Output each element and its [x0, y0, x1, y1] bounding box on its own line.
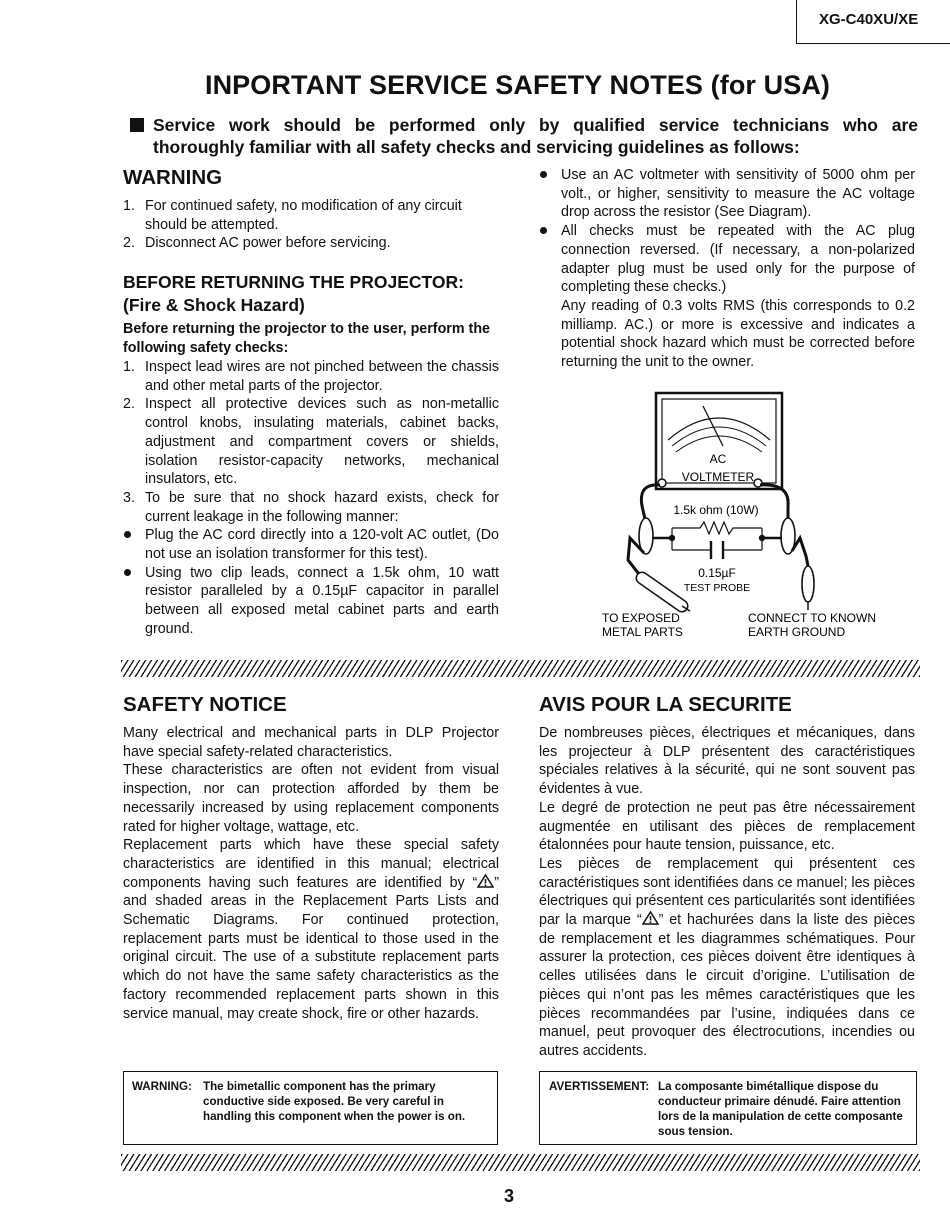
check-bullet: Using two clip leads, connect a 1.5k ohm, 10 watt resistor paralleled by a 0.15µF capacitor in parallel between all exposed metal cabinet parts and earth ground.	[123, 564, 499, 639]
warning-box-label: WARNING:	[132, 1080, 192, 1093]
bimetallic-avertissement-box	[539, 1071, 917, 1145]
capacitor-label: 0.15µF	[698, 566, 736, 580]
before-heading-line-1: BEFORE RETURNING THE PROJECTOR:	[123, 272, 464, 292]
avis-paragraph: Les pièces de remplacement qui présentent ces caractéristiques sont identifiées dans ce manuel; les pièces électriques qui présentent ces particularités sont identifiées par la marque “ ” et hachurées dans la liste des pièces de remplacement et les diagrammes schématiques. Pour assurer la protection, ces pièces doivent être identiques à celles utilisées dans le circuit d’origine. L’utilisation de pièces qui n’ont pas les mêmes caractéristiques que les pièces recommandées par l’usine, indiquées dans ce manuel, peut provoquer des électrocutions, incendies ou autres accidents.	[539, 855, 915, 1059]
check-item: 3. To be sure that no shock hazard exists, check for current leakage in the following manner:	[123, 489, 499, 525]
exposed-metal-label: METAL PARTS	[602, 625, 683, 639]
before-returning-heading	[123, 271, 503, 317]
check-item: 2. Inspect all protective devices such as non-metallic control knobs, insulating materials, cabinet backs, adjustment and compartment covers or shields, isolation resistor-capacity networks, mechanical insulators, etc.	[123, 396, 499, 488]
before-heading-line-2: (Fire & Shock Hazard)	[123, 295, 305, 315]
avert-box-label: AVERTISSEMENT:	[549, 1080, 650, 1093]
model-number-box	[796, 0, 950, 44]
check-item: 1. Inspect lead wires are not pinched between the chassis and other metal parts of the projector.	[123, 359, 499, 394]
check-bullet: All checks must be repeated with the AC plug connection reversed. (If necessary, a non-polarized adapter plug must be used only for the purpose of completing these checks.)	[539, 222, 915, 297]
test-lead-wire	[641, 485, 660, 523]
warning-heading: WARNING	[123, 166, 223, 189]
meter-label-voltmeter: VOLTMETER	[681, 470, 755, 484]
bullet-dot-icon	[540, 227, 547, 234]
avis-paragraph: De nombreuses pièces, électriques et mécaniques, dans les projecteur à DLP présentent des caractéristiques spéciales relatives à la sécurité, qui ne sont souvent pas évidentes à vue.	[539, 725, 915, 798]
avis-paragraph: Le degré de protection ne peut pas être nécessairement augmentée en utilisant des pièces de remplacement étalonnées pour haute tension, puissance, etc.	[539, 799, 915, 854]
check-bullet: Plug the AC cord directly into a 120-volt AC outlet, (Do not use an isolation transformer for this test).	[123, 526, 499, 563]
probe-label: TEST PROBE	[683, 582, 751, 594]
earth-ground-label: EARTH GROUND	[748, 625, 846, 639]
safety-notice-heading: SAFETY NOTICE	[123, 693, 287, 716]
check-bullet: Use an AC voltmeter with sensitivity of 5000 ohm per volt., or higher, sensitivity to measure the AC voltage drop across the resistor (See Diagram).	[539, 166, 915, 222]
safety-paragraph: Many electrical and mechanical parts in DLP Projector have special safety-related characteristics.	[123, 725, 499, 760]
ground-clip-icon	[802, 566, 814, 602]
leakage-test-diagram	[590, 388, 920, 650]
right-checks-list	[539, 166, 915, 372]
hatched-divider	[121, 660, 920, 677]
test-probe-icon	[642, 578, 682, 606]
hatched-divider	[121, 1154, 920, 1171]
meter-label-ac: AC	[709, 452, 727, 466]
avis-text	[539, 724, 915, 1061]
intro-line-2: thoroughly familiar with all safety checks and servicing guidelines as follows:	[153, 137, 800, 157]
safety-notice-text	[123, 724, 499, 1023]
resistor-label: 1.5k ohm (10W)	[673, 503, 759, 517]
bullet-dot-icon	[124, 531, 131, 538]
earth-ground-label: CONNECT TO KNOWN	[748, 611, 877, 625]
before-checks-list	[123, 358, 499, 639]
avis-heading: AVIS POUR LA SECURITE	[539, 693, 792, 716]
bullet-dot-icon	[540, 171, 547, 178]
avert-box-text: La composante bimétallique dispose du conducteur primaire dénudé. Faire attention lors de la manipulation de cette composante sous tension.	[658, 1080, 903, 1138]
page-number: 3	[503, 1186, 514, 1206]
warning-box-text: The bimetallic component has the primary conductive side exposed. Be very careful in handling this component when the power is on.	[203, 1080, 466, 1123]
safety-paragraph: These characteristics are often not evident from visual inspection, nor can protection afforded by them be necessarily increased by using replacement components rated for higher voltage, wattage, etc.	[123, 762, 499, 835]
bullet-dot-icon	[124, 569, 131, 576]
square-bullet-icon	[130, 118, 144, 132]
resistor-symbol	[672, 522, 762, 534]
warning-list	[123, 197, 499, 253]
warning-item: 1. For continued safety, no modification of any circuit should be attempted.	[123, 198, 462, 233]
bimetallic-warning-box	[123, 1071, 498, 1145]
warning-triangle-icon	[477, 874, 494, 888]
shock-hazard-paragraph: Any reading of 0.3 volts RMS (this corresponds to 0.2 milliamp. AC.) or more is excessive and indicates a potential shock hazard which must be corrected before returning the unit to the owner.	[561, 297, 915, 371]
exposed-metal-label: TO EXPOSED	[602, 611, 680, 625]
warning-item: 2. Disconnect AC power before servicing.	[123, 235, 391, 252]
before-intro: Before returning the projector to the user, perform the following safety checks:	[123, 321, 490, 356]
safety-paragraph: Replacement parts which have these special safety characteristics are identified in this manual; electrical components having such features are identified by “ ” and shaded areas in the Replacement Parts Lists and Schematic Diagrams. For continued protection, replacement parts must be identical to those used in the original circuit. The use of a substitute replacement parts which do not have the same safety characteristics as the factory recommended replacement parts shown in this service manual, may create shock, fire or other hazards.	[123, 837, 499, 1022]
intro-line-1: Service work should be performed only by qualified service technicians who are	[153, 115, 918, 135]
model-number: XG-C40XU/XE	[819, 11, 919, 28]
warning-triangle-icon	[642, 911, 659, 925]
page-title: INPORTANT SERVICE SAFETY NOTES (for USA)	[204, 70, 831, 100]
